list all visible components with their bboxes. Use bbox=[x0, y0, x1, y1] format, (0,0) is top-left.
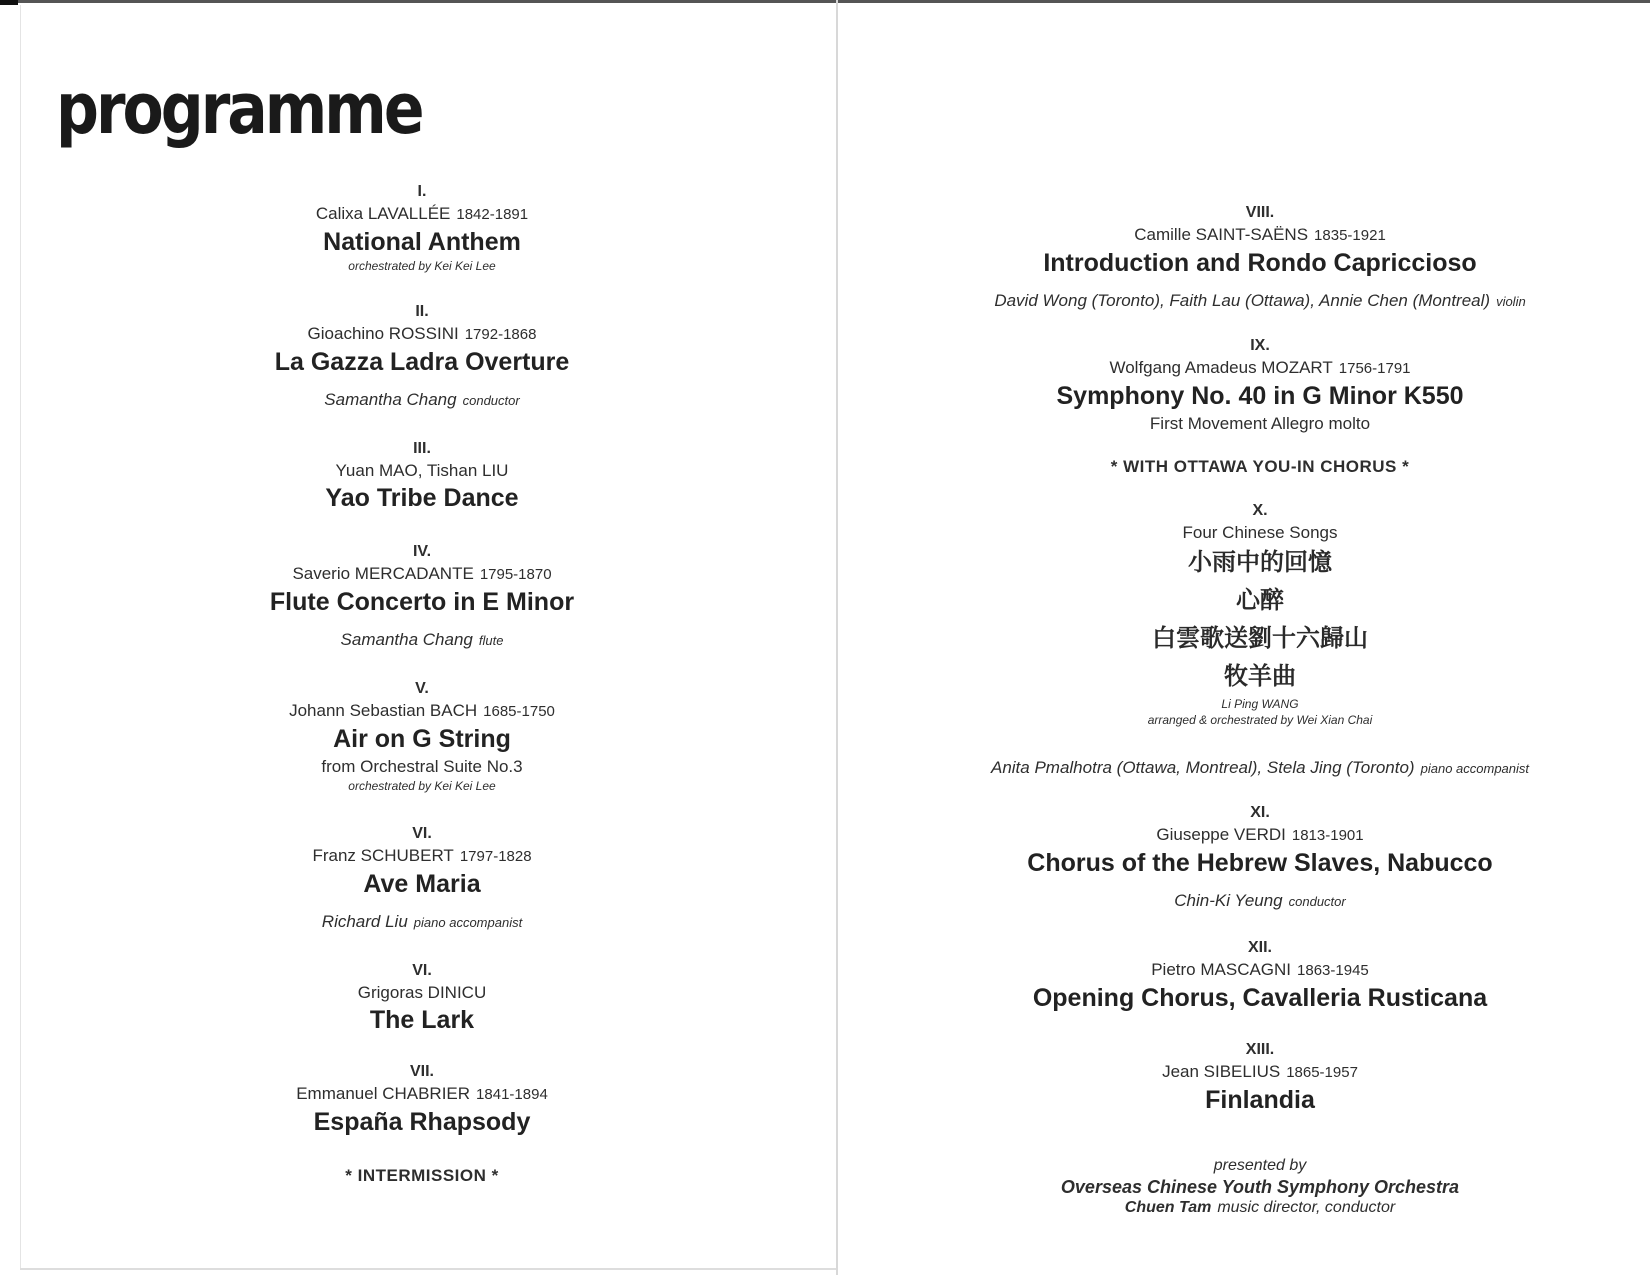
programme-item-7 bbox=[222, 961, 622, 1036]
composer-name: Camille SAINT-SAËNS bbox=[1134, 225, 1309, 244]
performer-name: Samantha Chang bbox=[340, 630, 473, 649]
composer bbox=[222, 699, 622, 723]
director-line bbox=[945, 1199, 1575, 1217]
performer-role: flute bbox=[478, 633, 504, 648]
item-number: II. bbox=[415, 303, 429, 320]
composer-name: Franz SCHUBERT bbox=[312, 846, 454, 865]
work-title: Yao Tribe Dance bbox=[325, 484, 519, 512]
programme-item-5 bbox=[222, 679, 622, 794]
item-number: VI. bbox=[412, 962, 432, 979]
composer-years: 1797-1828 bbox=[459, 848, 532, 865]
left-programme-column bbox=[222, 182, 622, 1186]
programme-item-11 bbox=[945, 803, 1575, 914]
composer-years: 1685-1750 bbox=[483, 703, 555, 720]
work-title: La Gazza Ladra Overture bbox=[274, 348, 570, 376]
programme-item-8-right bbox=[945, 203, 1575, 314]
orchestration-note: orchestrated by Kei Kei Lee bbox=[348, 779, 496, 793]
composer-name: Grigoras DINICU bbox=[357, 983, 487, 1002]
composer-name: Yuan MAO, Tishan LIU bbox=[335, 461, 509, 480]
orchestra-name: Overseas Chinese Youth Symphony Orchestra bbox=[1060, 1177, 1460, 1197]
composer-years: 1756-1791 bbox=[1338, 360, 1411, 377]
orchestration-note: orchestrated by Kei Kei Lee bbox=[348, 259, 496, 273]
composer bbox=[945, 958, 1575, 982]
work-title: Opening Chorus, Cavalleria Rusticana bbox=[1032, 984, 1488, 1012]
programme-item-13 bbox=[945, 1040, 1575, 1116]
item-number: VIII. bbox=[1245, 204, 1275, 221]
work-title: National Anthem bbox=[323, 228, 521, 256]
item-number: XI. bbox=[1250, 804, 1270, 821]
item-number: IV. bbox=[412, 543, 432, 560]
performer bbox=[945, 889, 1575, 914]
presenter-credit bbox=[945, 1156, 1575, 1217]
composer bbox=[945, 356, 1575, 380]
composer-years: 1813-1901 bbox=[1291, 827, 1364, 844]
composer bbox=[222, 459, 622, 482]
chinese-song-title: 小雨中的回憶 bbox=[1188, 549, 1332, 576]
performer-role: violin bbox=[1496, 294, 1526, 309]
programme-item-10 bbox=[945, 501, 1575, 781]
composer-years: 1841-1894 bbox=[476, 1086, 548, 1103]
work-subtitle: from Orchestral Suite No.3 bbox=[321, 757, 523, 776]
programme-item-2 bbox=[222, 302, 622, 413]
right-programme-column bbox=[945, 203, 1575, 1217]
composer bbox=[222, 1082, 622, 1106]
composer-name: Johann Sebastian BACH bbox=[289, 701, 478, 720]
performer bbox=[222, 628, 622, 653]
composer-name: Saverio MERCADANTE bbox=[292, 564, 474, 583]
performer bbox=[222, 910, 622, 935]
composer bbox=[222, 202, 622, 226]
programme-item-9 bbox=[945, 336, 1575, 435]
page-corner-mark bbox=[0, 0, 18, 5]
composer-name: Wolfgang Amadeus MOZART bbox=[1109, 358, 1333, 377]
work-title: Finlandia bbox=[1205, 1086, 1315, 1114]
performer-role: conductor bbox=[1288, 894, 1346, 909]
composer bbox=[945, 823, 1575, 847]
composer bbox=[945, 223, 1575, 247]
composer-years: 1863-1945 bbox=[1297, 962, 1369, 979]
director-name: Chuen Tam bbox=[1124, 1199, 1212, 1216]
composer-name: Gioachino ROSSINI bbox=[307, 324, 459, 343]
programme-item-1 bbox=[222, 182, 622, 274]
performer-name: Anita Pmalhotra (Ottawa, Montreal), Stela Jing (Toronto) bbox=[990, 758, 1415, 777]
work-title: España Rhapsody bbox=[313, 1108, 531, 1136]
composer-years: 1792-1868 bbox=[464, 326, 537, 343]
song-composer: Li Ping WANG bbox=[1221, 697, 1299, 711]
arrangement-note: arranged & orchestrated by Wei Xian Chai bbox=[1147, 713, 1373, 727]
work-title: Symphony No. 40 in G Minor K550 bbox=[1056, 382, 1464, 410]
programme-item-8 bbox=[222, 1062, 622, 1138]
performer bbox=[945, 756, 1575, 781]
page-top-edge bbox=[0, 0, 1650, 3]
performer-name: Samantha Chang bbox=[324, 390, 457, 409]
item-number: V. bbox=[415, 680, 429, 697]
work-title: Chorus of the Hebrew Slaves, Nabucco bbox=[1027, 849, 1493, 877]
composer-name: Pietro MASCAGNI bbox=[1151, 960, 1292, 979]
item-number: XII. bbox=[1247, 939, 1272, 956]
booklet-spine bbox=[836, 0, 838, 1275]
composer-name: Jean SIBELIUS bbox=[1162, 1062, 1281, 1081]
director-role: music director, conductor bbox=[1217, 1199, 1396, 1216]
composer-name: Calixa LAVALLÉE bbox=[315, 204, 451, 223]
composer-years: 1865-1957 bbox=[1286, 1064, 1358, 1081]
composer-name: Giuseppe VERDI bbox=[1156, 825, 1286, 844]
composer bbox=[222, 322, 622, 346]
work-title: The Lark bbox=[369, 1006, 475, 1034]
performer-role: piano accompanist bbox=[1420, 761, 1530, 776]
work-title: Introduction and Rondo Capriccioso bbox=[1043, 249, 1477, 277]
song-set-title: Four Chinese Songs bbox=[1182, 523, 1338, 542]
work-subtitle: First Movement Allegro molto bbox=[1149, 414, 1371, 433]
item-number: VI. bbox=[412, 825, 432, 842]
work-title: Air on G String bbox=[333, 725, 511, 753]
chinese-song-title: 心醉 bbox=[1236, 587, 1284, 614]
performer-name: Chin-Ki Yeung bbox=[1174, 891, 1283, 910]
composer-years: 1795-1870 bbox=[479, 566, 552, 583]
performer bbox=[222, 388, 622, 413]
work-title: Ave Maria bbox=[363, 870, 481, 898]
performer-role: piano accompanist bbox=[413, 915, 523, 930]
composer-name: Emmanuel CHABRIER bbox=[296, 1084, 471, 1103]
composer bbox=[222, 981, 622, 1004]
intermission-marker: * INTERMISSION * bbox=[345, 1166, 499, 1185]
item-number: VII. bbox=[409, 1063, 434, 1080]
programme-item-6 bbox=[222, 824, 622, 935]
programme-item-3 bbox=[222, 439, 622, 514]
composer bbox=[945, 1060, 1575, 1084]
item-number: X. bbox=[1252, 502, 1268, 519]
composer bbox=[222, 562, 622, 586]
programme-item-4 bbox=[222, 542, 622, 653]
item-number: IX. bbox=[1250, 337, 1270, 354]
work-title: Flute Concerto in E Minor bbox=[269, 588, 575, 616]
performer-name: Richard Liu bbox=[321, 912, 408, 931]
chorus-marker: * WITH OTTAWA YOU-IN CHORUS * bbox=[1110, 457, 1410, 476]
performer-role: conductor bbox=[462, 393, 520, 408]
chinese-song-title: 牧羊曲 bbox=[1224, 663, 1296, 690]
composer bbox=[222, 844, 622, 868]
composer-years: 1842-1891 bbox=[456, 206, 529, 223]
page-title: programme bbox=[56, 68, 422, 151]
performer bbox=[945, 289, 1575, 314]
chinese-song-title: 白雲歌送劉十六歸山 bbox=[1152, 625, 1368, 652]
item-number: XIII. bbox=[1245, 1041, 1275, 1058]
performer-name: David Wong (Toronto), Faith Lau (Ottawa), Annie Chen (Montreal) bbox=[994, 291, 1491, 310]
left-page-border bbox=[20, 5, 21, 1268]
left-page-bottom-edge bbox=[20, 1268, 836, 1270]
presented-by-label: presented by bbox=[1213, 1157, 1307, 1174]
item-number: I. bbox=[417, 183, 427, 200]
composer-years: 1835-1921 bbox=[1314, 227, 1386, 244]
programme-item-12 bbox=[945, 938, 1575, 1014]
item-number: III. bbox=[413, 440, 431, 457]
